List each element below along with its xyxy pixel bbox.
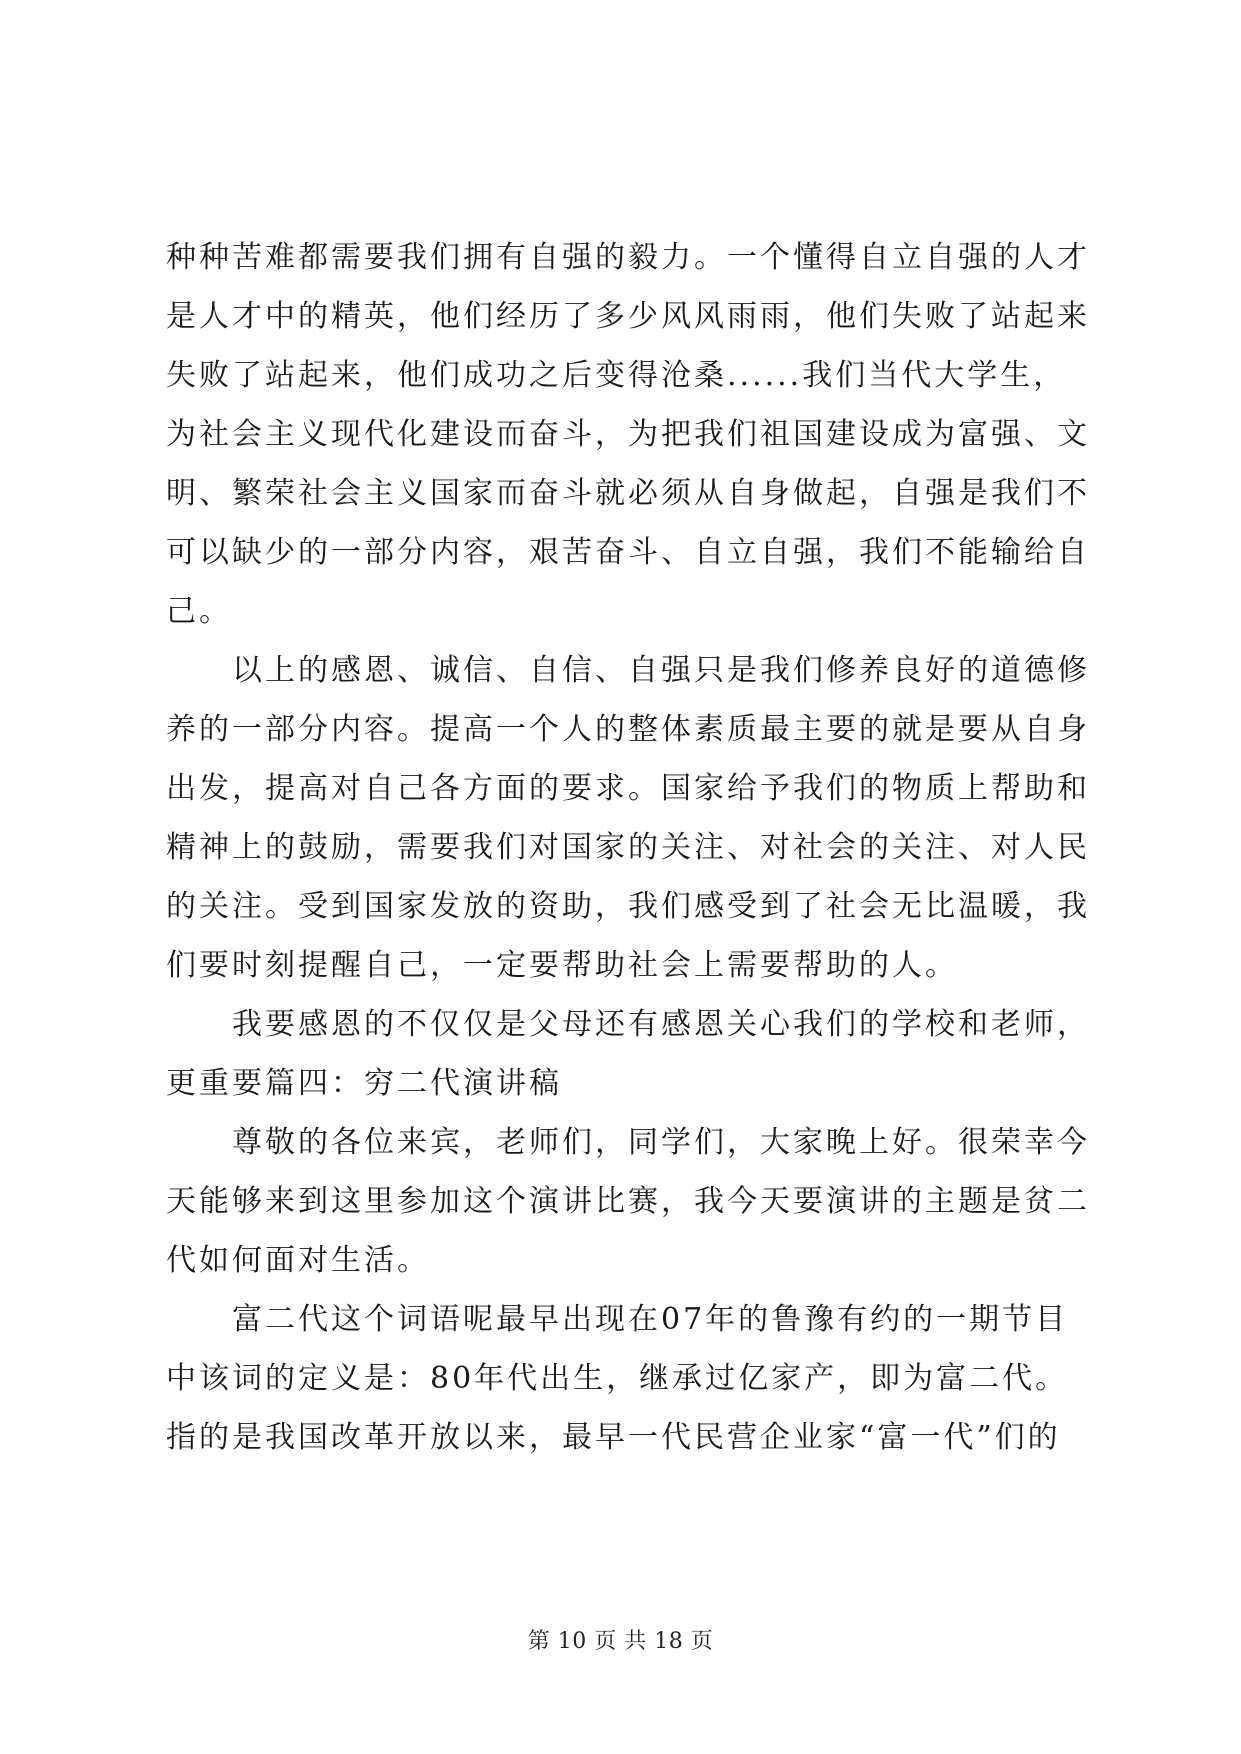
text-line: 养的一部分内容。提高一个人的整体素质最主要的就是要从自身 [166,712,1090,747]
text-line: 天能够来到这里参加这个演讲比赛，我今天要演讲的主题是贫二 [166,1184,1090,1219]
page-number-footer: 第 10 页 共 18 页 [527,1629,714,1654]
text-line: 代如何面对生活。 [166,1243,430,1278]
text-line: 的关注。受到国家发放的资助，我们感受到了社会无比温暖，我 [166,889,1090,924]
text-line: 己。 [166,594,232,629]
text-line: 更重要篇四：穷二代演讲稿 [166,1066,562,1101]
text-line: 可以缺少的一部分内容，艰苦奋斗、自立自强，我们不能输给自 [166,535,1090,570]
text-line: 种种苦难都需要我们拥有自强的毅力。一个懂得自立自强的人才 [166,240,1090,275]
text-line: 们要时刻提醒自己，一定要帮助社会上需要帮助的人。 [166,948,958,983]
text-line: 我要感恩的不仅仅是父母还有感恩关心我们的学校和老师， [166,1007,1090,1042]
text-line: 富二代这个词语呢最早出现在07年的鲁豫有约的一期节目 [166,1302,1069,1337]
text-line: 为社会主义现代化建设而奋斗，为把我们祖国建设成为富强、文 [166,417,1090,452]
text-line: 明、繁荣社会主义国家而奋斗就必须从自身做起，自强是我们不 [166,476,1090,511]
text-line: 中该词的定义是：80年代出生，继承过亿家产，即为富二代。 [166,1361,1069,1396]
text-line: 以上的感恩、诚信、自信、自强只是我们修养良好的道德修 [166,653,1090,688]
text-line: 出发，提高对自己各方面的要求。国家给予我们的物质上帮助和 [166,771,1090,806]
text-line: 指的是我国改革开放以来，最早一代民营企业家“富一代”们的 [166,1420,1061,1455]
text-line: 失败了站起来，他们成功之后变得沧桑......我们当代大学生， [166,358,1067,393]
body-text [166,228,1090,1467]
text-line: 尊敬的各位来宾，老师们，同学们，大家晚上好。很荣幸今 [166,1125,1090,1160]
text-line: 精神上的鼓励，需要我们对国家的关注、对社会的关注、对人民 [166,830,1090,865]
text-line: 是人才中的精英，他们经历了多少风风雨雨，他们失败了站起来 [166,299,1090,334]
